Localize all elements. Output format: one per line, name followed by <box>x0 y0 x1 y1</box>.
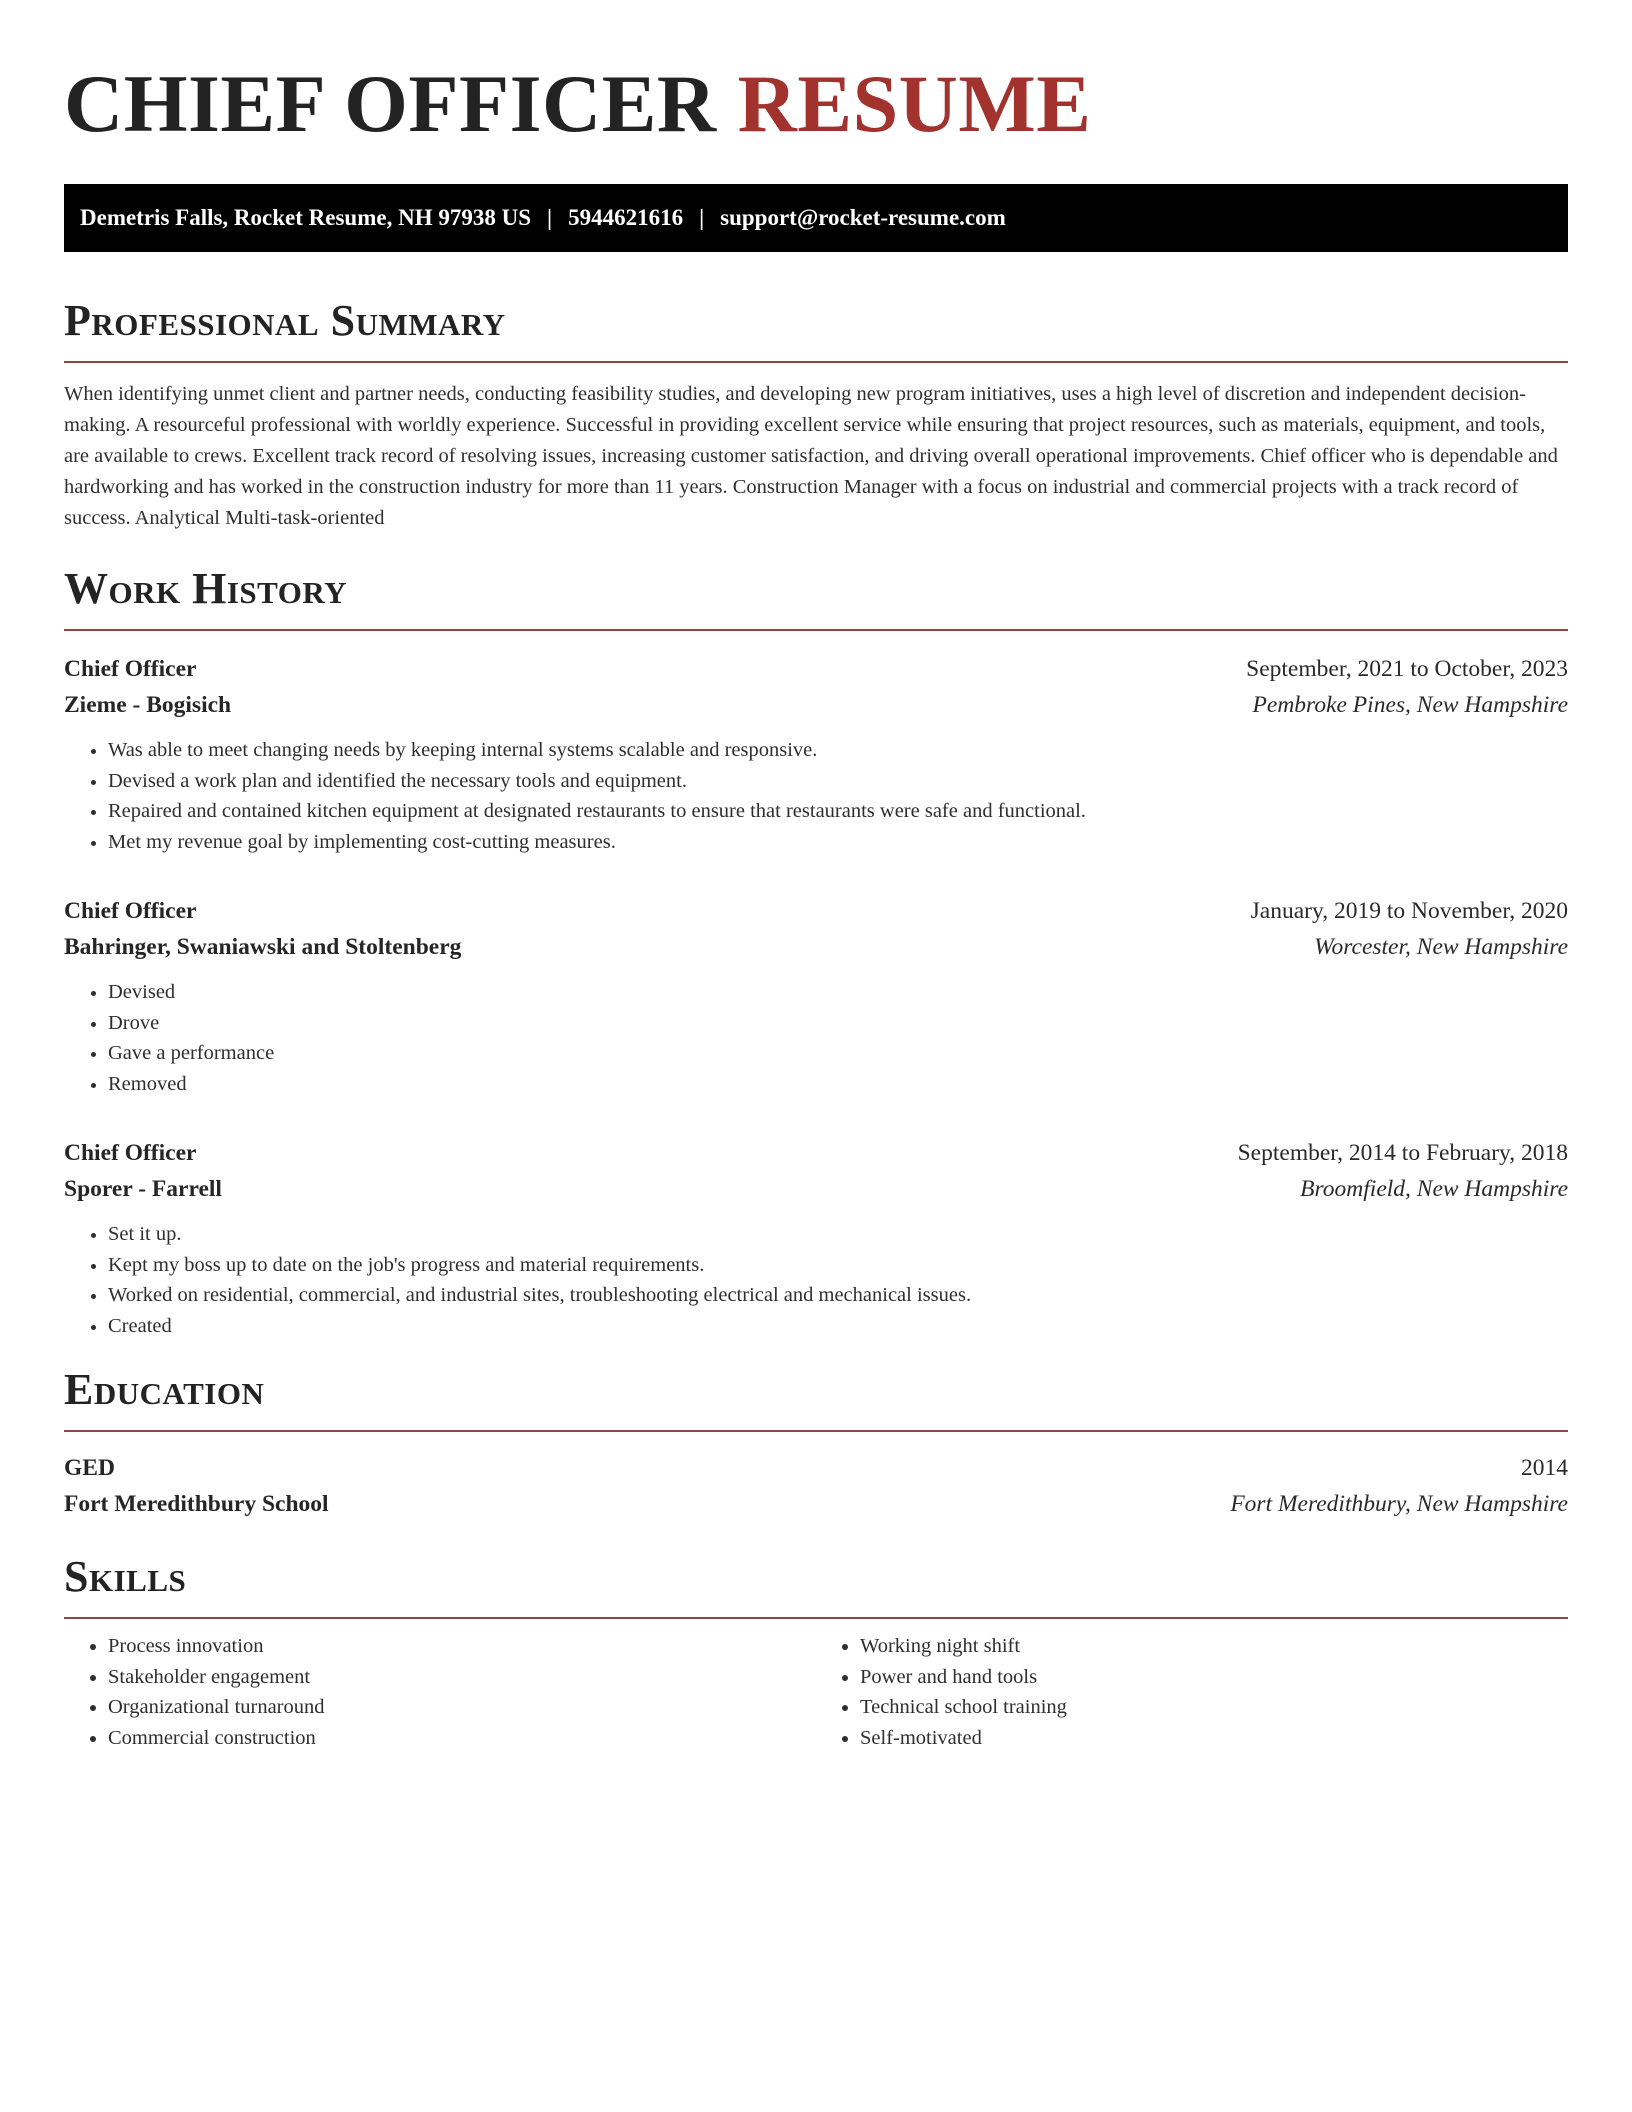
job-company: Bahringer, Swaniawski and Stoltenberg <box>64 934 462 960</box>
job-dates: September, 2021 to October, 2023 <box>1246 656 1568 682</box>
job-title: Chief Officer <box>64 898 197 924</box>
skill-item: • Self-motivated <box>860 1723 1568 1754</box>
contact-bar <box>64 184 1568 252</box>
skill-item: • Stakeholder engagement <box>108 1662 816 1693</box>
title-accent: RESUME <box>737 58 1092 149</box>
skill-item: • Power and hand tools <box>860 1662 1568 1693</box>
list-item: • Gave a performance <box>108 1038 1568 1069</box>
skills-grid <box>64 1631 1568 1753</box>
job-location: Worcester, New Hampshire <box>1314 934 1568 960</box>
job-entry <box>64 1135 1568 1341</box>
list-item: • Met my revenue goal by implementing cost-cutting measures. <box>108 827 1568 858</box>
skills-list-right <box>816 1631 1568 1753</box>
list-item: • Repaired and contained kitchen equipment at designated restaurants to ensure that restaurants were safe and functional. <box>108 796 1568 827</box>
job-bullets <box>64 735 1568 857</box>
section-divider <box>64 1617 1568 1619</box>
job-company: Zieme - Bogisich <box>64 692 232 718</box>
section-heading: Education <box>64 1365 265 1414</box>
contact-email[interactable]: support@rocket-resume.com <box>720 205 1006 230</box>
summary-section <box>64 296 1568 534</box>
education-entry <box>64 1450 1568 1522</box>
section-divider <box>64 361 1568 363</box>
list-item: • Worked on residential, commercial, and industrial sites, troubleshooting electrical and mechanical issues. <box>108 1280 1568 1311</box>
title-main: CHIEF OFFICER <box>64 58 717 149</box>
contact-separator: | <box>546 205 553 230</box>
job-location: Broomfield, New Hampshire <box>1300 1176 1568 1202</box>
work-history-section <box>64 564 1568 1341</box>
skill-item: • Working night shift <box>860 1631 1568 1662</box>
contact-address: Demetris Falls, Rocket Resume, NH 97938 US <box>80 205 531 230</box>
skills-section <box>64 1552 1568 1753</box>
section-divider <box>64 629 1568 631</box>
education-school: Fort Meredithbury School <box>64 1491 329 1517</box>
job-dates: January, 2019 to November, 2020 <box>1250 898 1568 924</box>
list-item: • Set it up. <box>108 1219 1568 1250</box>
skill-item: • Process innovation <box>108 1631 816 1662</box>
job-title: Chief Officer <box>64 1140 197 1166</box>
skill-item: • Commercial construction <box>108 1723 816 1754</box>
job-entry <box>64 893 1568 1099</box>
education-year: 2014 <box>1521 1455 1568 1481</box>
skills-list-left <box>64 1631 816 1753</box>
skill-item: • Organizational turnaround <box>108 1692 816 1723</box>
section-heading: Work History <box>64 564 348 613</box>
contact-phone[interactable]: 5944621616 <box>568 205 684 230</box>
job-bullets <box>64 977 1568 1099</box>
job-dates: September, 2014 to February, 2018 <box>1237 1140 1568 1166</box>
job-bullets <box>64 1219 1568 1341</box>
section-heading: Skills <box>64 1552 187 1601</box>
list-item: • Devised a work plan and identified the necessary tools and equipment. <box>108 766 1568 797</box>
summary-text: When identifying unmet client and partner needs, conducting feasibility studies, and developing new program initiatives, uses a high level of discretion and independent decision-making. A resourceful professional with worldly experience. Successful in providing excellent service while ensuring that project resources, such as materials, equipment, and tools, are available to crews. Excellent track record of resolving issues, increasing customer satisfaction, and driving overall operational improvements. Chief officer who is dependable and hardworking and has worked in the construction industry for more than 11 years. Construction Manager with a focus on industrial and commercial projects with a track record of success. Analytical Multi-task-oriented <box>64 383 1558 529</box>
list-item: • Devised <box>108 977 1568 1008</box>
list-item: • Kept my boss up to date on the job's progress and material requirements. <box>108 1250 1568 1281</box>
job-title: Chief Officer <box>64 656 197 682</box>
resume-title <box>64 58 1568 150</box>
section-divider <box>64 1430 1568 1432</box>
education-degree: GED <box>64 1455 115 1481</box>
list-item: • Created <box>108 1311 1568 1342</box>
contact-separator: | <box>699 205 705 230</box>
skill-item: • Technical school training <box>860 1692 1568 1723</box>
section-heading: Professional Summary <box>64 296 506 345</box>
list-item: • Was able to meet changing needs by keeping internal systems scalable and responsive. <box>108 735 1568 766</box>
education-section <box>64 1365 1568 1522</box>
list-item: • Removed <box>108 1069 1568 1100</box>
education-location: Fort Meredithbury, New Hampshire <box>1230 1491 1568 1517</box>
job-entry <box>64 651 1568 857</box>
list-item: • Drove <box>108 1008 1568 1039</box>
job-company: Sporer - Farrell <box>64 1176 222 1202</box>
job-location: Pembroke Pines, New Hampshire <box>1252 692 1568 718</box>
